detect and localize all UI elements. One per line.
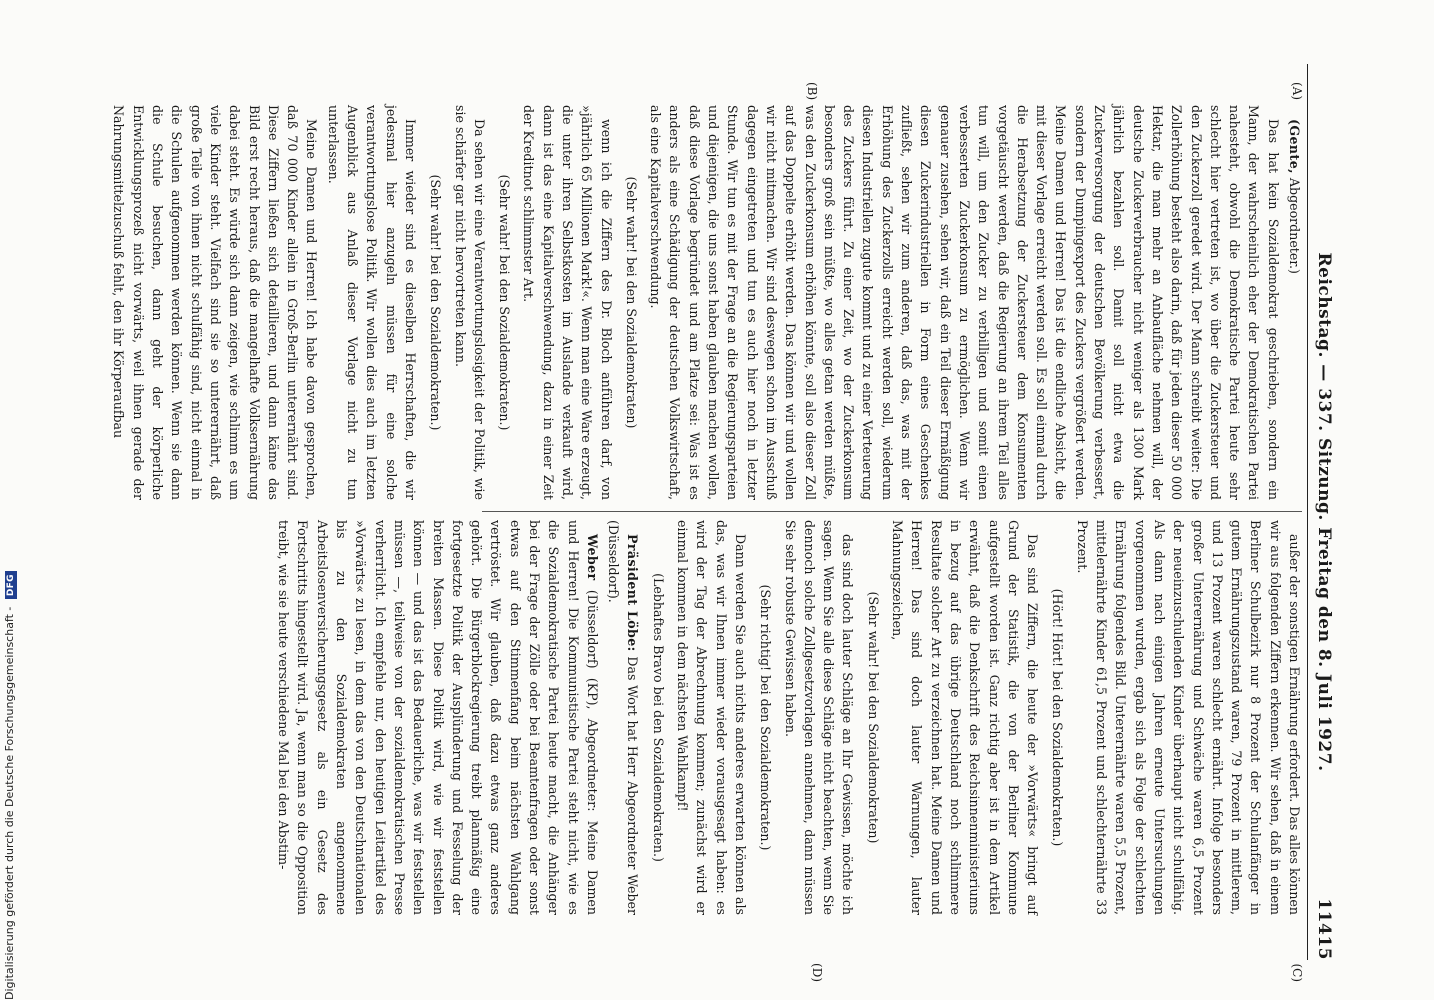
text-paragraph: Da sehen wir eine Verantwortungslosigkeit der Politik, wie sie schärfer gar nicht hervortreten kann. [452, 105, 487, 500]
dfg-logo: DFG [5, 571, 17, 599]
text-paragraph: das sind doch lauter Schläge an Ihr Gewissen, möchte ich sagen. Wenn Sie alle diese Schläge nicht beachten, wenn Sie dennoch solche Zollgesetzvorlagen annehmen, dann müssen Sie sehr robuste Gewissen haben. [782, 520, 856, 915]
margin-mark-a: (A) [1290, 82, 1304, 101]
speaker-name: Weber [584, 534, 600, 581]
interjection: (Sehr wahr! bei den Sozialdemokraten) [865, 591, 881, 844]
page-title: Reichstag. — 337. Sitzung. Freitag den 8. Juli 1927. [1314, 252, 1334, 772]
text-paragraph: wenn ich die Ziffern des Dr. Bloch anführen darf, von »jährlich 65 Millionen Mark!«. Wenn man eine Ware erzeugt, die unter ihren Selbstkosten im Auslande verkauft wird, dann ist das eine Kapitalverschwendung, dazu in einer Zeit der Kreditnot schlimmster Art. [521, 105, 614, 500]
page-number: 11415 [1314, 898, 1334, 960]
text-paragraph: außer der sonstigen Ernährung erfordert. Das alles können wir aus folgenden Ziffern erkennen. Wir sehen, daß in einem Berliner Schulbezirk nur 8 Prozent der Schulanfänger in gutem Ernährungszustand waren, 79 Prozent in mittlerem, und 13 Prozent waren schlecht ernährt. Infolge besonders großer Unterernährung und Schwäche waren 6,5 Prozent der neueinzuschulenden Kinder überhaupt nicht schulfähig. Als dann nach einigen Jahren erneute Untersuchungen vorgenommen wurden, ergab sich als Folge der schlechten Ernährung folgendes Bild. Unterernährte waren 5,5 Prozent, mittelernährte Kinder 61,5 Prozent und schlechternährte 33 Prozent. [1074, 520, 1302, 915]
column-divider [482, 511, 1302, 512]
speaker-text: Das Wort hat Herr Abgeordneter Weber (Düsseldorf). [606, 520, 641, 915]
text-paragraph: Das hat kein Sozialdemokrat geschrieben, sondern ein Mann, der wahrscheinlich eher der Demokratischen Partei nahesteht, obwohl die Demokratische Partei heute sehr schlecht hier vertreten ist, wo über die Zuckersteuer und den Zuckerzoll geredet wird. Der Mann schreibt weiter: Die Zollerhöhung besteht also darin, daß für jeden dieser 50 000 Hektar, die man mehr an Anbaufläche nehmen will, der deutsche Zuckerverbraucher nicht weniger als 1300 Mark jährlich bezahlen soll. Damit soll nicht etwa die Zuckerversorgung der deutschen Bevölkerung verbessert, sondern der Dumpingexport des Zuckers vergrößert werden. Meine Damen und Herren! Das ist die endliche Absicht, die mit dieser Vorlage erreicht werden soll. Es soll einmal durch die Herabsetzung der Zuckersteuer dem Konsumenten vorgetäuscht werden, daß die Regierung an ihrem Teil alles tun will, um den Zucker zu verbilligen und somit einen verbesserten Zuckerkonsum zu ermöglichen. Wenn wir genauer zusehen, sehen wir, daß ein Teil dieser Ermäßigung diesen Zuckerindustriellen in Form eines Geschenkes zufließt, sehen wir zum anderen, daß das, was mit der Erhöhung des Zuckerzolls erreicht werden soll, wiederum diesen Industriellen zugute kommt und zu einer Verteuerung des Zuckers führt. Zu einer Zeit, wo der Zuckerkonsum besonders groß sein müßte, wo alles getan werden müßte, was den Zuckerkonsum erhöhen könnte, soll also dieser Zoll auf das Doppelte erhöht werden. Das können wir und wollen wir nicht mitmachen. Wir sind deswegen schon im Ausschuß dagegen eingetreten und tun es auch hier noch in letzter Stunde. Wir tun es mit der Frage an die Regierungsparteien und diejenigen, die uns sonst haben glauben machen wollen, daß diese Vorlage begründet und am Platze sei: Was ist es anders als eine Schädigung der deutschen Volkswirtschaft, als eine Kapitalverschwendung. [648, 105, 1281, 500]
text-paragraph: Meine Damen und Herren! Ich habe davon gesprochen, daß 70 000 Kinder allein in Groß-Berlin unterernährt sind. Diese Ziffern ließen sich detaillieren, und dann käme das Bild erst recht heraus, daß die mangelhafte Volksernährung dabei steht. Es würde sich dann zeigen, wie schlimm es um viele Kinder steht. Vielfach sind sie so unterernährt, daß große Teile von ihnen nicht schulfähig sind, nicht einmal in die Schulen aufgenommen werden können. Wenn sie dann die Schule besuchen, dann geht der körperliche Entwicklungsprozeß nicht vorwärts, weil ihnen gerade der Nahrungsmittelzuschuß fehlt, den ihr Körperaufbau [111, 105, 320, 500]
header-rule [1307, 64, 1308, 960]
speaker-name: (Gente, [1287, 119, 1302, 174]
speaker-text: (Düsseldorf) (KP), Abgeordneter: Meine Damen und Herren! Die Kommunistische Partei steht nicht, wie es die Sozialdemokratische Partei heute macht, die Anhänger bei der Frage der Zölle oder bei Beamtenfragen oder sonst etwas auf den Stimmenfang beim nächsten Wahlgang vertröstet. Wir glauben, daß dazu etwas ganz anderes gehört. Die Bürgerblockregierung treibt planmäßig eine fortgesetzte Politik der Ausplünderung und Fesselung der breiten Massen. Diese Politik wird, wie wir feststellen können — und das ist das Bedauerliche, was wir feststellen müssen —, teilweise von der sozialdemokratischen Presse verherrlicht. Ich empfehle nur, den heutigen Leitartikel des »Vorwärts« zu lesen, in dem das von den Deutschnationalen bis zu den Sozialdemokraten angenommene Arbeitslosenversicherungsgesetz als ein Gesetz des Fortschritts hingestellt wird. Ja, wenn man so die Opposition treibt, wie sie heute verschiedene Mal bei den Abstim- [276, 520, 600, 915]
text-paragraph: Das sind Ziffern, die heute der »Vorwärts« bringt auf Grund der Statistik, die von der Berliner Kommune aufgestellt worden ist. Ganz richtig aber ist in dem Artikel erwähnt, daß die Denkschrift des Reichsinnenministeriums in bezug auf das übrige Deutschland noch schlimmere Resultate solcher Art zu verzeichnen hat. Meine Damen und Herren! Das sind doch lauter Warnungen, lauter Mahnungszeichen, [890, 520, 1041, 915]
left-text-column [111, 105, 1304, 500]
interjection: (Sehr wahr! bei den Sozialdemokraten.) [428, 174, 444, 431]
speaker-paragraph [604, 520, 643, 915]
speaker-paragraph [1285, 105, 1304, 500]
interjection: (Sehr wahr! bei den Sozialdemokraten) [623, 176, 639, 429]
margin-mark-d: (D) [810, 963, 824, 982]
interjection: (Sehr wahr! bei den Sozialdemokraten.) [497, 174, 513, 431]
digitization-credit [3, 571, 17, 1000]
right-text-column [276, 520, 1304, 915]
speaker-name: Präsident Löbe: [625, 534, 641, 652]
text-paragraph: Dann werden Sie auch nichts anderes erwarten können als das, was wir Ihnen immer wieder vorausgesagt haben: es wird der Tag der Abrechnung kommen; zunächst wird er einmal kommen in dem nächsten Wahlkampf! [675, 520, 748, 915]
digitization-credit-text: Digitalisierung gefördert durch die Deutsche Forschungsgemeinschaft - [3, 606, 16, 1000]
interjection: (Hört! Hört! bei den Sozialdemokraten.) [1050, 588, 1066, 847]
interjection: (Sehr richtig! bei den Sozialdemokraten.) [758, 584, 774, 851]
page-header [1306, 64, 1334, 960]
margin-mark-c: (C) [1290, 963, 1304, 982]
speaker-text: Abgeordneter.) [1287, 173, 1302, 274]
interjection: (Lebhaftes Bravo bei den Sozialdemokraten.) [650, 573, 666, 862]
speaker-paragraph [274, 520, 602, 915]
margin-mark-b: (B) [805, 82, 819, 101]
text-paragraph: Immer wieder sind es dieselben Herrschaften, die wir jedesmal hier anzugeln müssen für eine solche verantwortungslose Politik. Wir wollen dies auch im letzten Augenblick aus Anlaß dieser Vorlage nicht zu tun unterlassen. [325, 105, 418, 500]
